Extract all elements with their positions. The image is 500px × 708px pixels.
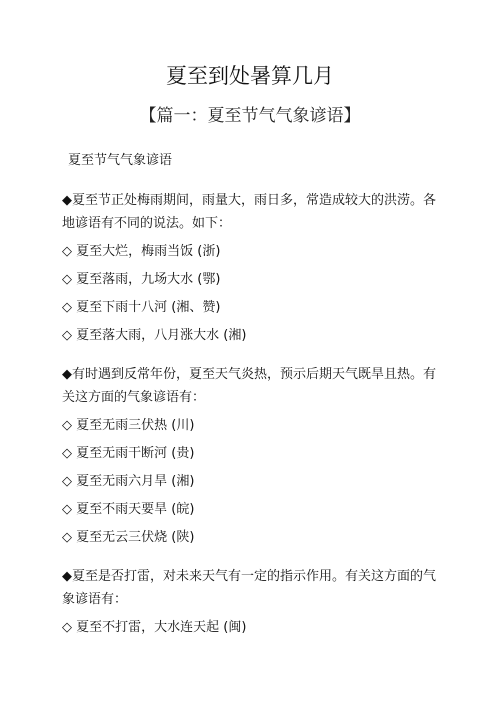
proverb-item: ◇ 夏至无雨六月旱 (湘)	[62, 474, 195, 489]
paragraph: ◆夏至是否打雷，对未来天气有一定的指示作用。有关这方面的气象谚语有：	[62, 569, 436, 607]
proverb-item: ◇ 夏至大烂，梅雨当饭 (浙)	[62, 244, 221, 259]
proverb-item: ◇ 夏至落雨，九场大水 (鄂)	[62, 272, 221, 287]
proverb-item: ◇ 夏至下雨十八河 (湘、赞)	[62, 300, 221, 315]
section-2	[62, 363, 444, 549]
section-1	[62, 189, 444, 347]
proverb-item: ◇ 夏至不打雷，大水连天起 (闽)	[62, 620, 247, 635]
proverb-item: ◇ 夏至落大雨，八月涨大水 (湘)	[62, 328, 247, 343]
proverb-item: ◇ 夏至无雨三伏热 (川)	[62, 418, 195, 433]
section-heading: 夏至节气气象谚语	[68, 153, 173, 168]
paragraph: ◆夏至节正处梅雨期间，雨量大，雨日多，常造成较大的洪涝。各地谚语有不同的说法。如下：	[62, 193, 436, 231]
paragraph: ◆有时遇到反常年份，夏至天气炎热，预示后期天气既旱且热。有关这方面的气象谚语有：	[62, 367, 436, 405]
section-subtitle: 【篇一：夏至节气气象谚语】	[139, 106, 361, 126]
page-title: 夏至到处暑算几月	[166, 64, 334, 88]
section-3	[62, 565, 444, 639]
proverb-item: ◇ 夏至无云三伏烧 (陕)	[62, 530, 195, 545]
document-body	[62, 150, 444, 645]
proverb-item: ◇ 夏至无雨干断河 (贵)	[62, 446, 195, 461]
proverb-item: ◇ 夏至不雨天要旱 (皖)	[62, 502, 195, 517]
